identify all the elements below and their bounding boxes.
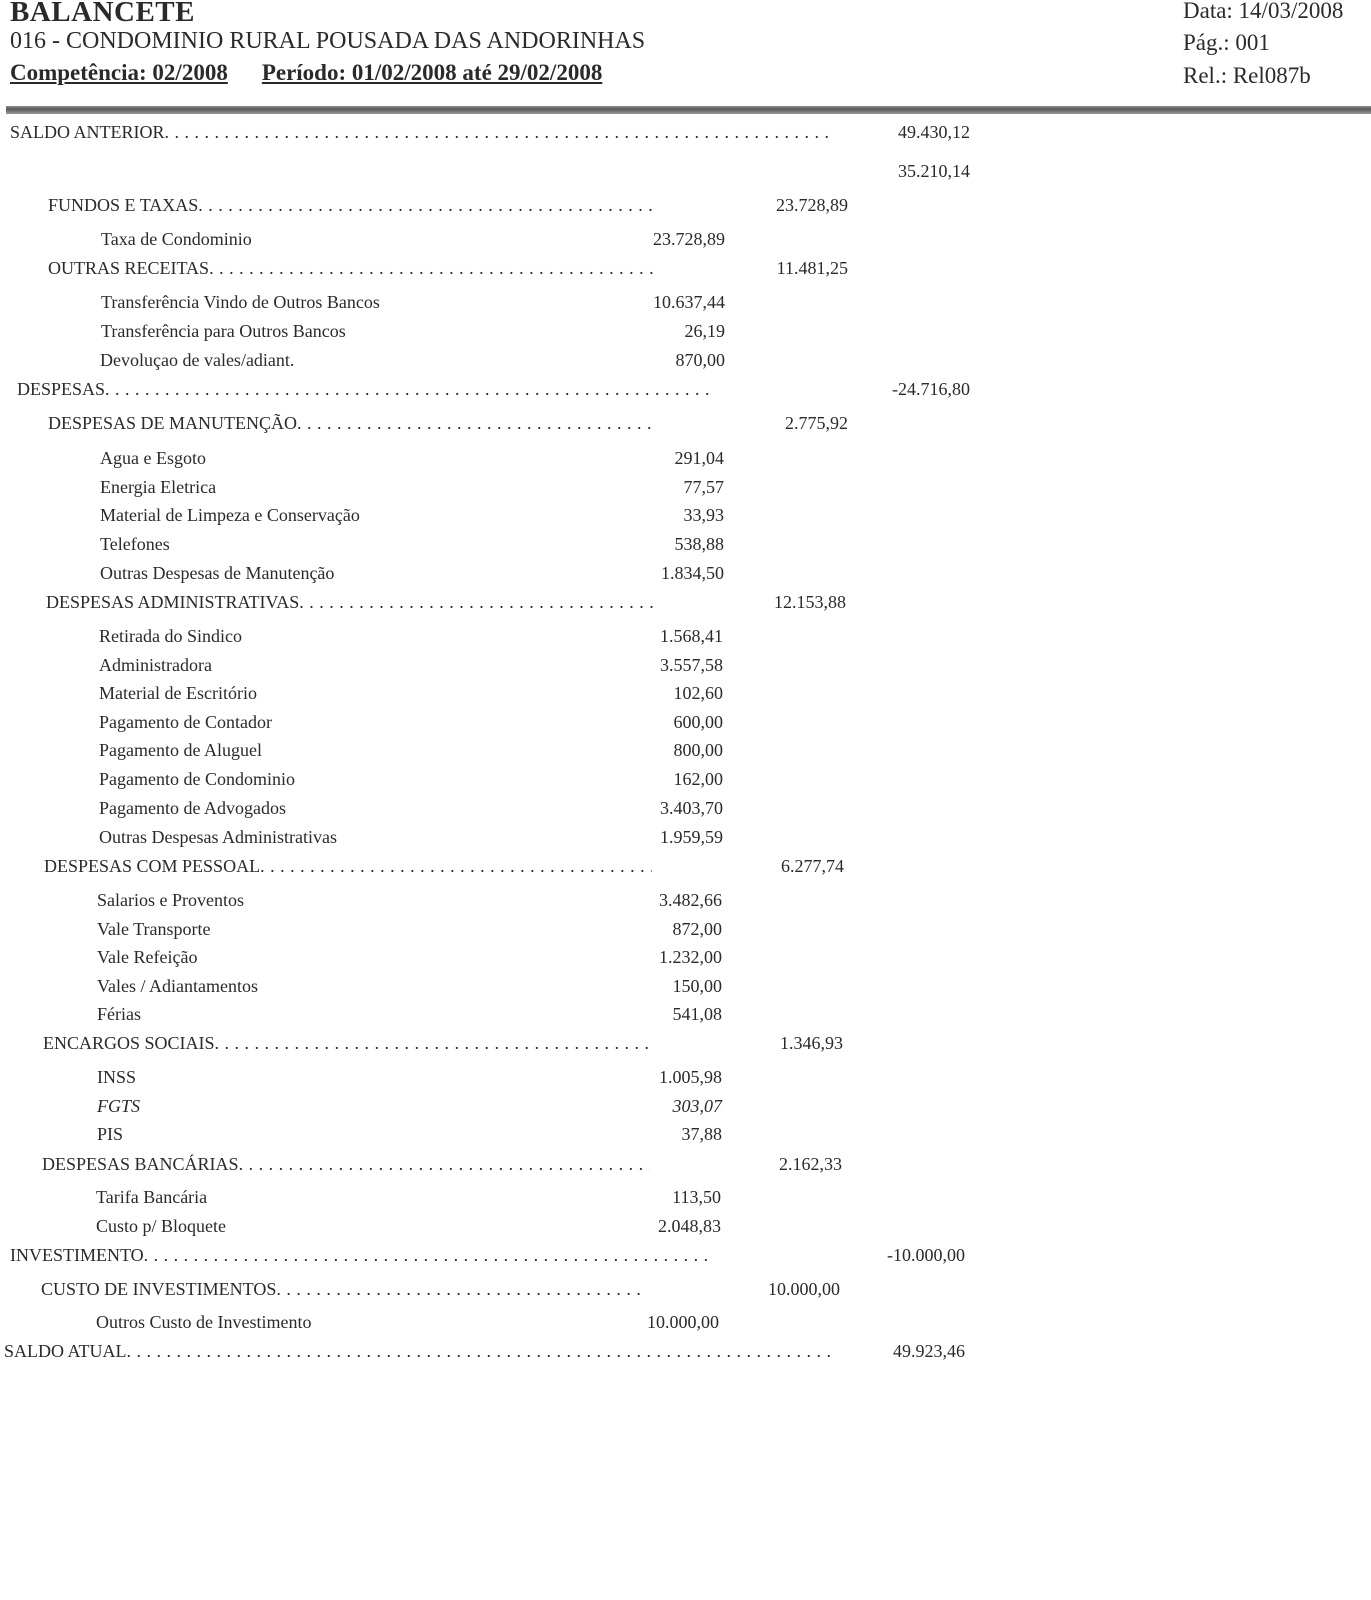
row-label: Energia Eletrica [100, 477, 217, 497]
row-value: 2.162,33 [779, 1154, 842, 1174]
row-group [0, 258, 1371, 282]
row-item [0, 1124, 1371, 1148]
row-item [0, 655, 1371, 679]
row-label: Tarifa Bancária [96, 1187, 208, 1207]
row-group [0, 856, 1371, 880]
row-value: 150,00 [672, 976, 722, 996]
condominium-name: 016 - CONDOMINIO RURAL POUSADA DAS ANDORINHAS [10, 28, 646, 54]
row-label: CUSTO DE INVESTIMENTOS . . . [41, 1279, 647, 1300]
row-item [0, 798, 1371, 822]
row-value: 23.728,89 [776, 195, 848, 215]
report-title: BALANCETE [10, 0, 195, 28]
row-value: 3.482,66 [659, 890, 722, 910]
row-value: 800,00 [673, 740, 723, 760]
row-value: 870,00 [675, 350, 725, 370]
row-item [0, 890, 1371, 914]
row-item [0, 1187, 1371, 1211]
row-value: 26,19 [684, 321, 725, 341]
row-label: Retirada do Sindico [99, 626, 242, 646]
row-label: DESPESAS . . . [17, 379, 711, 400]
row-label: Custo p/ Bloquete [96, 1216, 226, 1236]
row-label: Pagamento de Contador [99, 712, 272, 732]
row-value: 11.481,25 [776, 258, 848, 278]
row-item [0, 769, 1371, 793]
row-label: INSS [97, 1067, 137, 1087]
page-number: Pág.: 001 [1183, 30, 1270, 55]
row-item [0, 477, 1371, 501]
row-label: Transferência para Outros Bancos [101, 321, 346, 341]
row-item [0, 712, 1371, 736]
row-item [0, 1216, 1371, 1240]
row-value: 6.277,74 [781, 856, 844, 876]
row-item [0, 1312, 1371, 1336]
row-label: Pagamento de Aluguel [99, 740, 262, 760]
row-label: Férias [97, 1004, 141, 1024]
row-label: Outras Despesas de Manutenção [100, 563, 335, 583]
row-item [0, 229, 1371, 253]
row-label: ENCARGOS SOCIAIS . . . [43, 1033, 651, 1054]
row-label: DESPESAS DE MANUTENÇÃO . . . [48, 413, 654, 434]
row-label: Vale Transporte [97, 919, 211, 939]
row-label: Material de Escritório [99, 683, 257, 703]
report-id: Rel.: Rel087b [1183, 63, 1311, 88]
row-value: 3.557,58 [660, 655, 723, 675]
row-value: 77,57 [683, 477, 724, 497]
row-value: -10.000,00 [887, 1245, 965, 1265]
row-label: PIS [97, 1124, 124, 1144]
row-item [0, 563, 1371, 587]
row-item [0, 919, 1371, 943]
row-label: Telefones [100, 534, 170, 554]
row-label: DESPESAS ADMINISTRATIVAS . . . [46, 592, 654, 613]
row-value: 600,00 [673, 712, 723, 732]
row-value: 872,00 [672, 919, 722, 939]
row-label: Pagamento de Condominio [99, 769, 295, 789]
row-item [0, 1004, 1371, 1028]
row-value: 1.568,41 [660, 626, 723, 646]
row-label: DESPESAS COM PESSOAL . . . [44, 856, 652, 877]
row-value: 303,07 [672, 1096, 722, 1116]
row-item [0, 1067, 1371, 1091]
row-label: Taxa de Condominio [101, 229, 252, 249]
row-value: 162,00 [673, 769, 723, 789]
row-item [0, 976, 1371, 1000]
row-value: 538,88 [674, 534, 724, 554]
row-value: 10.000,00 [647, 1312, 719, 1332]
row-value: 291,04 [674, 448, 724, 468]
row-item [0, 827, 1371, 851]
row-item [0, 292, 1371, 316]
row-value: 10.637,44 [653, 292, 725, 312]
row-label: Material de Limpeza e Conservação [100, 505, 360, 525]
row-value: 1.005,98 [659, 1067, 722, 1087]
row-group [0, 1154, 1371, 1178]
row-value: 102,60 [673, 683, 723, 703]
row-group [0, 1279, 1371, 1303]
row-label: Pagamento de Advogados [99, 798, 286, 818]
row-value: 1.834,50 [661, 563, 724, 583]
row-saldo-atual [0, 1341, 1371, 1365]
row-group [0, 195, 1371, 219]
row-group [0, 413, 1371, 437]
row-value: 37,88 [681, 1124, 722, 1144]
row-value: 23.728,89 [653, 229, 725, 249]
row-item [0, 626, 1371, 650]
row-value: 49.430,12 [898, 122, 970, 142]
row-item [0, 350, 1371, 374]
row-saldo-anterior [0, 122, 1371, 146]
row-label: SALDO ANTERIOR . . . [10, 122, 832, 143]
row-section-despesas [0, 379, 1371, 403]
row-value: 1.232,00 [659, 947, 722, 967]
row-label: Outras Despesas Administrativas [99, 827, 337, 847]
periodo: Período: 01/02/2008 até 29/02/2008 [261, 60, 603, 85]
row-label: Agua e Esgoto [100, 448, 206, 468]
row-receitas-total [0, 161, 1371, 185]
row-item [0, 321, 1371, 345]
row-group [0, 1033, 1371, 1057]
row-label: Devoluçao de vales/adiant. [100, 350, 295, 370]
row-value: 35.210,14 [898, 161, 970, 181]
row-item [0, 740, 1371, 764]
row-value: 12.153,88 [774, 592, 846, 612]
row-item [0, 534, 1371, 558]
row-item [0, 505, 1371, 529]
row-value: 10.000,00 [768, 1279, 840, 1299]
row-value: -24.716,80 [892, 379, 970, 399]
row-item [0, 683, 1371, 707]
row-item [0, 1096, 1371, 1120]
row-value: 1.959,59 [660, 827, 723, 847]
row-label: INVESTIMENTO . . . [10, 1245, 710, 1266]
row-value: 2.048,83 [658, 1216, 721, 1236]
row-label: Salarios e Proventos [97, 890, 244, 910]
row-value: 2.775,92 [785, 413, 848, 433]
row-label: Vale Refeição [97, 947, 198, 967]
row-label: Transferência Vindo de Outros Bancos [101, 292, 380, 312]
row-value: 1.346,93 [780, 1033, 843, 1053]
row-value: 33,93 [683, 505, 724, 525]
row-label: FUNDOS E TAXAS . . . [48, 195, 654, 216]
row-section-investimento [0, 1245, 1371, 1269]
row-group [0, 592, 1371, 616]
row-value: 3.403,70 [660, 798, 723, 818]
report-date: Data: 14/03/2008 [1183, 0, 1344, 23]
row-label: OUTRAS RECEITAS . . . [48, 258, 654, 279]
row-value: 49.923,46 [893, 1341, 965, 1361]
row-label: DESPESAS BANCÁRIAS . . . [42, 1154, 650, 1175]
row-value: 541,08 [672, 1004, 722, 1024]
row-label: Outros Custo de Investimento [96, 1312, 312, 1332]
row-item [0, 947, 1371, 971]
row-value: 113,50 [672, 1187, 721, 1207]
row-item [0, 448, 1371, 472]
row-label: FGTS [97, 1096, 141, 1116]
row-label: SALDO ATUAL . . . [4, 1341, 830, 1362]
competencia: Competência: 02/2008 [10, 60, 228, 85]
row-label: Administradora [99, 655, 212, 675]
row-label: Vales / Adiantamentos [97, 976, 258, 996]
